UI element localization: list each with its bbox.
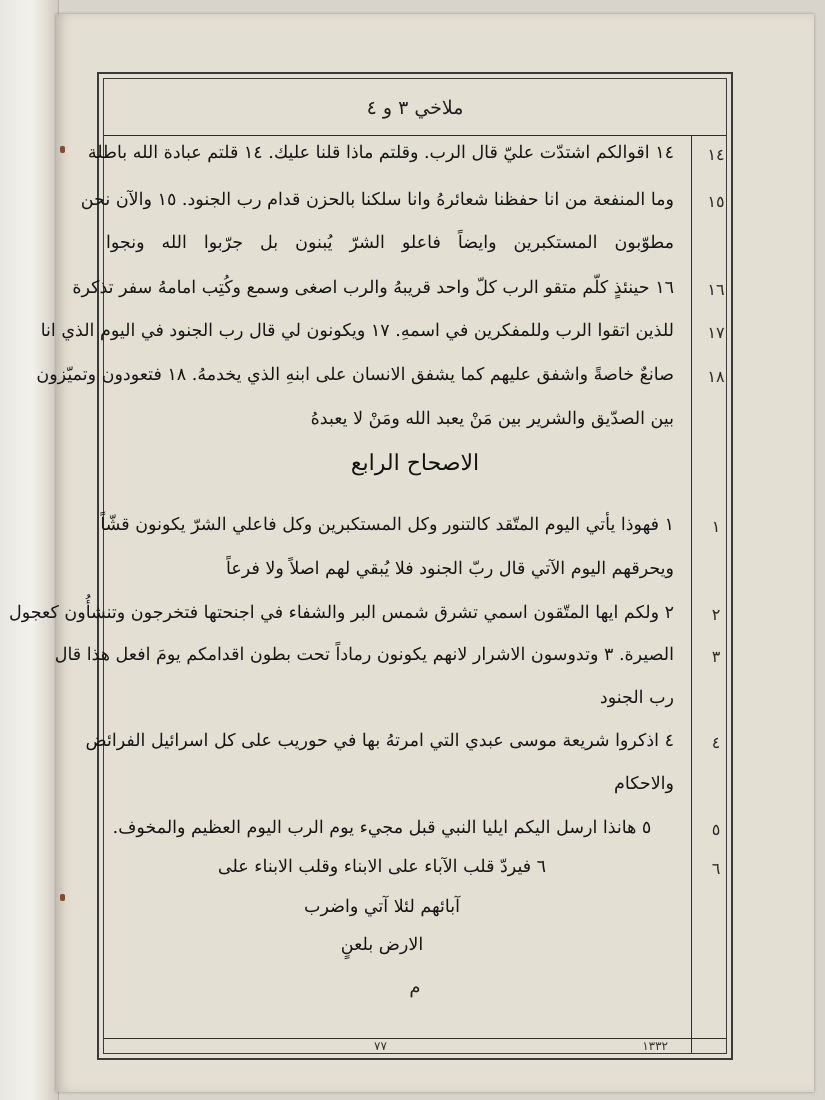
verse-line: بين الصدّيق والشرير بين مَنْ يعبد الله ومَنْ لا يعبدهُ <box>310 409 674 429</box>
verse-line: وما المنفعة من انا حفظنا شعائرهُ وانا سلكنا بالحزن قدام رب الجنود. ١٥ والآن نحن <box>80 190 674 210</box>
verse-line: ٤ اذكروا شريعة موسى عبدي التي امرتهُ بها في حوريب على كل اسرائيل الفرائض <box>85 731 674 751</box>
running-head: ملاخي ٣ و ٤ <box>366 97 464 119</box>
verse-number: ١٨ <box>707 367 725 386</box>
facing-page-edge <box>0 0 59 1100</box>
verse-number: ١٥ <box>707 192 725 211</box>
catchword: م <box>409 977 421 998</box>
verse-number: ١٧ <box>707 323 725 342</box>
verse-line: ١ فهوذا يأتي اليوم المتّقد كالتنور وكل المستكبرين وكل فاعلي الشرّ يكونون قشّاً <box>100 515 674 535</box>
verse-number: ١٤ <box>707 145 725 164</box>
verse-line: ويحرقهم اليوم الآتي قال ربّ الجنود فلا يُبقي لهم اصلاً ولا فرعاً <box>226 559 674 579</box>
verse-number: ٦ <box>711 859 721 878</box>
verse-line: ١٦ حينئذٍ كلّم متقو الرب كلّ واحد قريبهُ والرب اصغى وسمع وكُتِب امامهُ سفر تذكرة <box>72 278 674 298</box>
verse-number: ٥ <box>711 820 721 839</box>
verse-line: ٦ فيردّ قلب الآباء على الابناء وقلب الابناء على <box>217 857 547 877</box>
page-border <box>9 72 733 1060</box>
verse-number: ٣ <box>711 647 721 666</box>
verse-line: ١٤ اقوالكم اشتدّت عليّ قال الرب. وقلتم ماذا قلنا عليك. ١٤ قلتم عبادة الله باطلة <box>87 143 674 163</box>
verse-number: ١٦ <box>707 280 725 299</box>
verse-line: آبائهم لئلا آتي واضرب <box>303 897 460 917</box>
verse-line: الصيرة. ٣ وتدوسون الاشرار لانهم يكونون رماداً تحت بطون اقدامكم يومَ افعل هذا قال <box>54 645 674 665</box>
verse-line: ٢ ولكم ايها المتّقون اسمي تشرق شمس البر والشفاء في اجنحتها فتخرجون وتنشأُون كعجول <box>9 603 674 623</box>
verse-line: والاحكام <box>614 774 674 794</box>
paper-stain <box>60 894 65 901</box>
paper-stain <box>60 146 65 153</box>
page-number: ٧٧ <box>374 1039 387 1053</box>
verse-number: ٤ <box>711 733 721 752</box>
verse-line: مطوّبون المستكبرين وايضاً فاعلو الشرّ يُبنون بل جرّبوا الله ونجوا <box>106 233 674 253</box>
signature-number: ١٣٣٢ <box>642 1039 668 1053</box>
header-rule <box>104 135 726 136</box>
verse-line: صانعٌ خاصةً واشفق عليهم كما يشفق الانسان على ابنهِ الذي يخدمهُ. ١٨ فتعودون وتميّزون <box>36 365 674 385</box>
verse-line: للذين اتقوا الرب وللمفكرين في اسمهِ. ١٧ ويكونون لي قال رب الجنود في اليوم الذي انا <box>40 321 674 341</box>
verse-number: ٢ <box>711 605 721 624</box>
verse-number: ١ <box>711 517 721 536</box>
book-page <box>9 14 814 1092</box>
verse-line: الارض بلعنٍ <box>340 935 424 955</box>
verse-line: ٥ هانذا ارسل اليكم ايليا النبي قبل مجيء يوم الرب اليوم العظيم والمخوف. <box>112 818 652 838</box>
chapter-heading: الاصحاح الرابع <box>350 451 480 476</box>
verse-number-column-rule <box>691 136 692 1053</box>
verse-line: رب الجنود <box>599 688 674 708</box>
page-border-inner <box>9 78 727 1054</box>
footer-rule <box>104 1038 726 1039</box>
